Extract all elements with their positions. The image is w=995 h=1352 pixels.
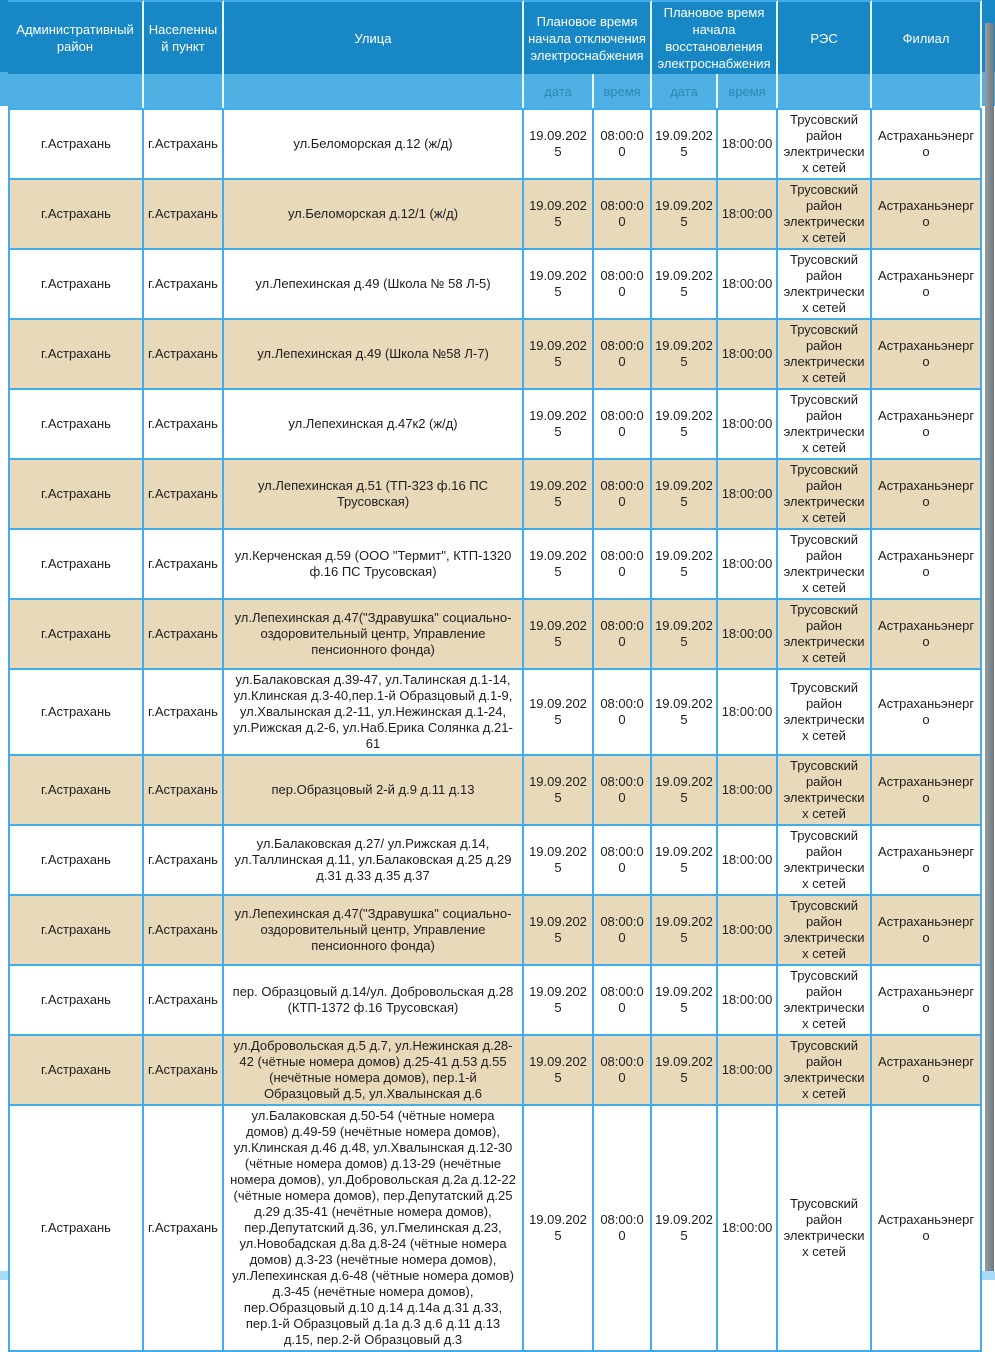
cell-settlement: г.Астрахань [144,896,224,966]
cell-restore-date: 19.09.2025 [652,1106,718,1352]
table-row [8,826,982,896]
cell-restore-time: 18:00:00 [718,1106,778,1352]
cell-restore-time: 18:00:00 [718,896,778,966]
cell-settlement: г.Астрахань [144,1106,224,1352]
column-header-outage-start: Плановое время начала отключения электроснабжения [524,0,652,74]
cell-district: г.Астрахань [8,320,144,390]
cell-res: Трусовский район электрических сетей [778,966,872,1036]
cell-outage-time: 08:00:00 [594,756,652,826]
cell-outage-time: 08:00:00 [594,1106,652,1352]
cell-restore-time: 18:00:00 [718,826,778,896]
cell-branch: Астраханьэнерго [872,530,982,600]
cell-branch: Астраханьэнерго [872,1036,982,1106]
cell-restore-time: 18:00:00 [718,390,778,460]
cell-restore-date: 19.09.2025 [652,460,718,530]
cell-outage-date: 19.09.2025 [524,250,594,320]
cell-outage-date: 19.09.2025 [524,530,594,600]
column-header-settlement: Населенный пункт [144,0,224,74]
cell-street: ул.Беломорская д.12 (ж/д) [224,108,524,180]
column-header-restore-start: Плановое время начала восстановления электроснабжения [652,0,778,74]
cell-restore-time: 18:00:00 [718,108,778,180]
cell-res: Трусовский район электрических сетей [778,180,872,250]
subheader-empty-district [8,74,144,108]
cell-district: г.Астрахань [8,1106,144,1352]
cell-res: Трусовский район электрических сетей [778,670,872,756]
table-row [8,1106,982,1352]
cell-street: ул.Лепехинская д.49 (Школа №58 Л-7) [224,320,524,390]
cell-restore-date: 19.09.2025 [652,180,718,250]
cell-settlement: г.Астрахань [144,966,224,1036]
cell-street: пер. Образцовый д.14/ул. Добровольская д.28 (КТП-1372 ф.16 Трусовская) [224,966,524,1036]
cell-street: ул.Балаковская д.27/ ул.Рижская д.14, ул.Таллинская д.11, ул.Балаковская д.25 д.29 д.31 д.33 д.35 д.37 [224,826,524,896]
cell-branch: Астраханьэнерго [872,320,982,390]
outage-schedule-table [8,0,982,1352]
cell-outage-date: 19.09.2025 [524,460,594,530]
cell-district: г.Астрахань [8,670,144,756]
cell-outage-time: 08:00:00 [594,180,652,250]
cell-branch: Астраханьэнерго [872,108,982,180]
table-header [8,0,982,108]
cell-branch: Астраханьэнерго [872,180,982,250]
cell-branch: Астраханьэнерго [872,250,982,320]
cell-restore-date: 19.09.2025 [652,1036,718,1106]
cell-district: г.Астрахань [8,600,144,670]
cell-outage-date: 19.09.2025 [524,320,594,390]
cell-restore-date: 19.09.2025 [652,966,718,1036]
cell-district: г.Астрахань [8,460,144,530]
cell-restore-time: 18:00:00 [718,1036,778,1106]
cell-outage-date: 19.09.2025 [524,670,594,756]
cell-restore-time: 18:00:00 [718,966,778,1036]
column-header-street: Улица [224,0,524,74]
table-row [8,108,982,180]
cell-branch: Астраханьэнерго [872,670,982,756]
cell-restore-date: 19.09.2025 [652,250,718,320]
cell-res: Трусовский район электрических сетей [778,756,872,826]
cell-settlement: г.Астрахань [144,826,224,896]
column-header-branch: Филиал [872,0,982,74]
cell-district: г.Астрахань [8,826,144,896]
table-row [8,460,982,530]
cell-outage-time: 08:00:00 [594,530,652,600]
cell-settlement: г.Астрахань [144,1036,224,1106]
cell-street: ул.Балаковская д.39-47, ул.Талинская д.1-14, ул.Клинская д.3-40,пер.1-й Образцовый д.1-9, ул.Хвалынская д.2-11, ул.Нежинская д.1-24, ул.Рижская д.2-6, ул.Наб.Ерика Солянка д.21-61 [224,670,524,756]
cell-restore-time: 18:00:00 [718,460,778,530]
cell-branch: Астраханьэнерго [872,896,982,966]
cell-restore-time: 18:00:00 [718,180,778,250]
cell-outage-time: 08:00:00 [594,108,652,180]
subheader-outage-time: время [594,74,652,108]
cell-street: ул.Лепехинская д.47("Здравушка" социально-оздоровительный центр, Управление пенсионного фонда) [224,600,524,670]
cell-settlement: г.Астрахань [144,756,224,826]
cell-res: Трусовский район электрических сетей [778,530,872,600]
cell-restore-time: 18:00:00 [718,530,778,600]
cell-outage-date: 19.09.2025 [524,600,594,670]
subheader-restore-date: дата [652,74,718,108]
cell-outage-date: 19.09.2025 [524,1036,594,1106]
cell-street: пер.Образцовый 2-й д.9 д.11 д.13 [224,756,524,826]
cell-settlement: г.Астрахань [144,460,224,530]
table-row [8,896,982,966]
cell-restore-date: 19.09.2025 [652,530,718,600]
cell-outage-time: 08:00:00 [594,1036,652,1106]
cell-settlement: г.Астрахань [144,180,224,250]
cell-street: ул.Керченская д.59 (ООО "Термит", КТП-1320 ф.16 ПС Трусовская) [224,530,524,600]
cell-res: Трусовский район электрических сетей [778,108,872,180]
cell-restore-time: 18:00:00 [718,320,778,390]
cell-restore-time: 18:00:00 [718,250,778,320]
cell-district: г.Астрахань [8,1036,144,1106]
table-row [8,250,982,320]
cell-settlement: г.Астрахань [144,390,224,460]
subheader-outage-date: дата [524,74,594,108]
subheader-empty-street [224,74,524,108]
table-row [8,530,982,600]
cell-restore-date: 19.09.2025 [652,390,718,460]
table-row [8,600,982,670]
cell-restore-date: 19.09.2025 [652,108,718,180]
cell-outage-date: 19.09.2025 [524,1106,594,1352]
cell-outage-date: 19.09.2025 [524,108,594,180]
cell-outage-date: 19.09.2025 [524,180,594,250]
cell-branch: Астраханьэнерго [872,826,982,896]
cell-restore-date: 19.09.2025 [652,670,718,756]
cell-district: г.Астрахань [8,250,144,320]
subheader-empty-branch [872,74,982,108]
cell-outage-time: 08:00:00 [594,896,652,966]
header-row-main [8,0,982,74]
cell-restore-time: 18:00:00 [718,670,778,756]
cell-outage-date: 19.09.2025 [524,756,594,826]
cell-res: Трусовский район электрических сетей [778,320,872,390]
table-row [8,320,982,390]
cell-settlement: г.Астрахань [144,320,224,390]
cell-branch: Астраханьэнерго [872,966,982,1036]
table-row [8,966,982,1036]
cell-outage-date: 19.09.2025 [524,826,594,896]
cell-res: Трусовский район электрических сетей [778,390,872,460]
cell-street: ул.Лепехинская д.47к2 (ж/д) [224,390,524,460]
cell-settlement: г.Астрахань [144,250,224,320]
cell-branch: Астраханьэнерго [872,756,982,826]
cell-branch: Астраханьэнерго [872,390,982,460]
cell-restore-date: 19.09.2025 [652,600,718,670]
cell-district: г.Астрахань [8,966,144,1036]
cell-outage-time: 08:00:00 [594,390,652,460]
cell-street: ул.Лепехинская д.51 (ТП-323 ф.16 ПС Трусовская) [224,460,524,530]
cell-outage-date: 19.09.2025 [524,896,594,966]
cell-street: ул.Лепехинская д.47("Здравушка" социально-оздоровительный центр, Управление пенсионного фонда) [224,896,524,966]
table-body [8,108,982,1352]
cell-district: г.Астрахань [8,390,144,460]
table-row [8,390,982,460]
cell-settlement: г.Астрахань [144,600,224,670]
cell-outage-time: 08:00:00 [594,600,652,670]
column-header-district: Административный район [8,0,144,74]
column-header-res: РЭС [778,0,872,74]
cell-branch: Астраханьэнерго [872,1106,982,1352]
cell-res: Трусовский район электрических сетей [778,896,872,966]
cell-restore-date: 19.09.2025 [652,320,718,390]
cell-street: ул.Балаковская д.50-54 (чётные номера домов) д.49-59 (нечётные номера домов), ул.Клинская д.46 д.48, ул.Хвалынская д.12-30 (чётные номера домов) д.13-29 (нечётные номера домов), ул.Добровольская д.2а д.12-22 (чётные номера домов), пер.Депутатский д.25 д.29 д.35-41 (нечётные номера домов), пер.Депутатский д.36, ул.Гмелинская д.23, ул.Новобадская д.8а д.8-24 (чётные номера домов) д.3-23 (нечётные номера домов), ул.Лепехинская д.6-48 (чётные номера домов) д.3-45 (нечётные номера домов), пер.Образцовый д.10 д.14 д.14а д.31 д.33, пер.1-й Образцовый д.1а д.3 д.6 д.11 д.13 д.15, пер.2-й Образцовый д.3 [224,1106,524,1352]
cell-district: г.Астрахань [8,756,144,826]
cell-outage-date: 19.09.2025 [524,966,594,1036]
cell-district: г.Астрахань [8,108,144,180]
cell-restore-date: 19.09.2025 [652,826,718,896]
cell-outage-time: 08:00:00 [594,826,652,896]
table-row [8,180,982,250]
cell-outage-time: 08:00:00 [594,320,652,390]
cell-district: г.Астрахань [8,180,144,250]
cell-res: Трусовский район электрических сетей [778,826,872,896]
cell-settlement: г.Астрахань [144,108,224,180]
subheader-empty-settlement [144,74,224,108]
cell-settlement: г.Астрахань [144,530,224,600]
cell-restore-time: 18:00:00 [718,600,778,670]
cell-res: Трусовский район электрических сетей [778,1106,872,1352]
table-row [8,1036,982,1106]
vertical-scrollbar-thumb[interactable] [985,23,994,1271]
cell-outage-time: 08:00:00 [594,670,652,756]
table-row [8,670,982,756]
cell-res: Трусовский район электрических сетей [778,460,872,530]
cell-street: ул.Беломорская д.12/1 (ж/д) [224,180,524,250]
cell-res: Трусовский район электрических сетей [778,250,872,320]
cell-res: Трусовский район электрических сетей [778,1036,872,1106]
cell-branch: Астраханьэнерго [872,600,982,670]
cell-restore-date: 19.09.2025 [652,896,718,966]
cell-street: ул.Добровольская д.5 д.7, ул.Нежинская д.28-42 (чётные номера домов) д.25-41 д.53 д.55 (нечётные номера домов), пер.1-й Образцовый д.5, ул.Хвалынская д.6 [224,1036,524,1106]
cell-restore-time: 18:00:00 [718,756,778,826]
cell-outage-time: 08:00:00 [594,460,652,530]
subheader-empty-res [778,74,872,108]
cell-district: г.Астрахань [8,896,144,966]
cell-district: г.Астрахань [8,530,144,600]
table-row [8,756,982,826]
cell-restore-date: 19.09.2025 [652,756,718,826]
header-row-sub [8,74,982,108]
cell-outage-date: 19.09.2025 [524,390,594,460]
cell-settlement: г.Астрахань [144,670,224,756]
cell-branch: Астраханьэнерго [872,460,982,530]
subheader-restore-time: время [718,74,778,108]
cell-street: ул.Лепехинская д.49 (Школа № 58 Л-5) [224,250,524,320]
cell-outage-time: 08:00:00 [594,966,652,1036]
cell-res: Трусовский район электрических сетей [778,600,872,670]
cell-outage-time: 08:00:00 [594,250,652,320]
